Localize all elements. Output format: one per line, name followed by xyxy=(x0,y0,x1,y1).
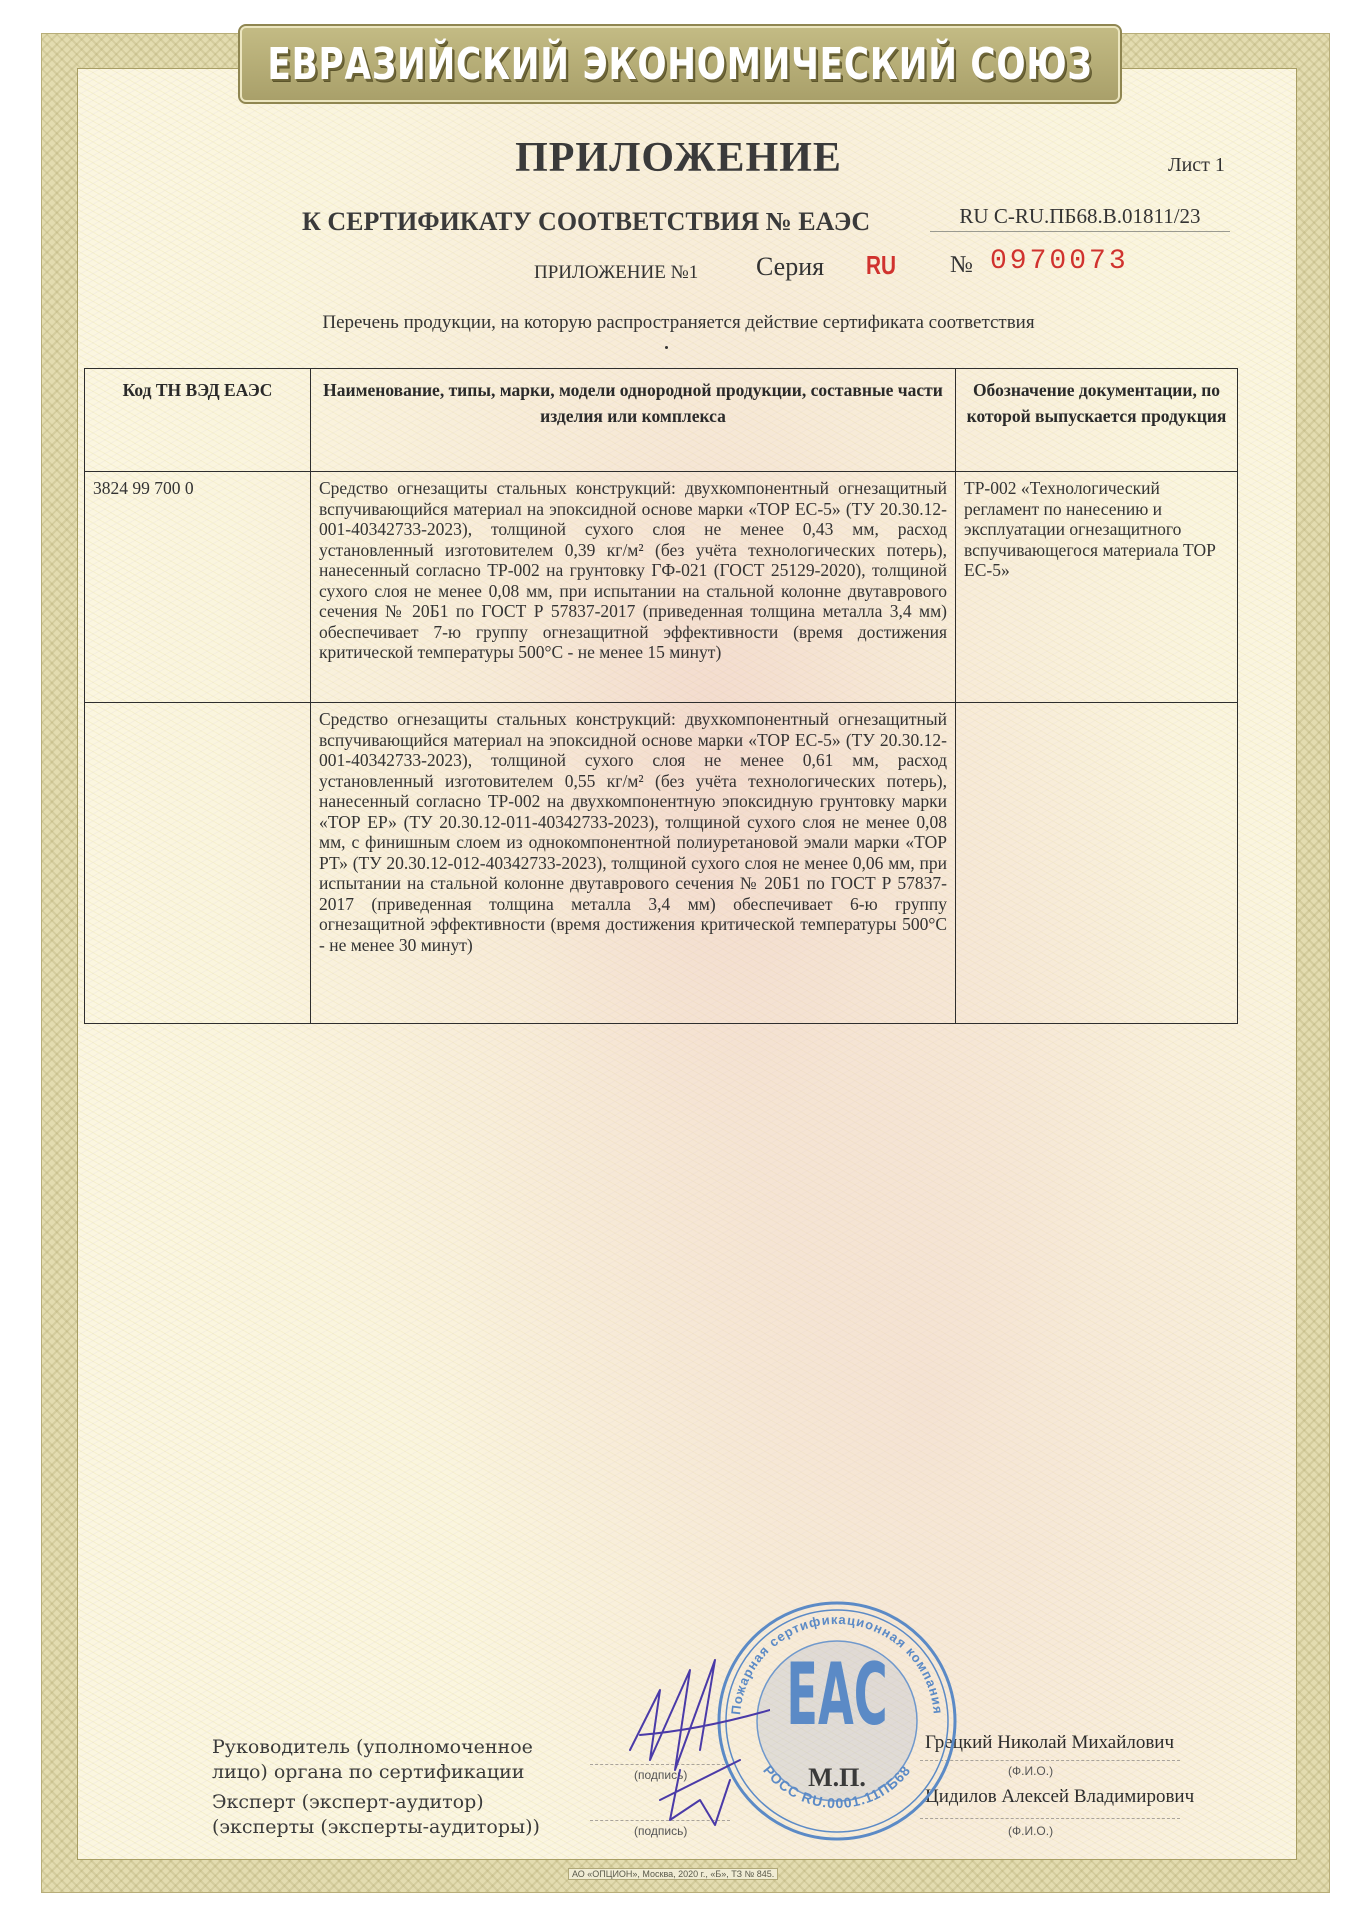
eaeu-banner xyxy=(240,26,1120,102)
series-label: Серия xyxy=(756,252,825,281)
head-label xyxy=(212,1735,533,1785)
expert-label-line-1: Эксперт (эксперт-аудитор) xyxy=(212,1791,484,1813)
speck xyxy=(665,346,668,349)
expert-fio-caption: (Ф.И.О.) xyxy=(1008,1824,1054,1838)
table-row xyxy=(85,472,1238,703)
header-description: Наименование, типы, марки, модели однородной продукции, составные части изделия или комплекса xyxy=(311,369,956,472)
document-title: ПРИЛОЖЕНИЕ xyxy=(515,135,842,181)
stamp-mark: М.П. xyxy=(808,1763,866,1792)
stamp-ring-bottom-text: РОСС RU.0001.11ПБ68 xyxy=(760,1762,914,1812)
head-label-line-2: лицо) органа по сертификации xyxy=(212,1761,525,1783)
printer-imprint: АО «ОПЦИОН», Москва, 2020 г., «Б», ТЗ № 845. xyxy=(568,1868,778,1880)
head-name: Грецкий Николай Михайлович xyxy=(925,1732,1175,1753)
cell-code: 3824 99 700 0 xyxy=(85,472,311,703)
cell-documentation xyxy=(956,703,1238,1024)
list-caption: Перечень продукции, на которую распространяется действие сертификата соответствия xyxy=(322,312,1035,333)
expert-label-line-2: (эксперты (эксперты-аудиторы)) xyxy=(212,1816,540,1838)
banner-title: ЕВРАЗИЙСКИЙ ЭКОНОМИЧЕСКИЙ СОЮЗ xyxy=(267,38,1093,90)
annex-number: ПРИЛОЖЕНИЕ №1 xyxy=(534,262,699,283)
cell-description: Средство огнезащиты стальных конструкций: двухкомпонентный огнезащитный вспучивающийся материал на эпоксидной основе марки «ТОР ЕС-5» (ТУ 20.30.12-001-40342733-2023), толщиной сухого слоя не менее 0,61 мм, расход установленный изготовителем 0,55 кг/м² (без учёта технологических потерь), нанесенный согласно ТР-002 на двухкомпонентную эпоксидную грунтовку марки «ТОР ЕР» (ТУ 20.30.12-011-40342733-2023), толщиной сухого слоя не менее 0,08 мм, с финишным слоем из однокомпонентной полиуретановой эмали марки «ТОР РТ» (ТУ 20.30.12-012-40342733-2023), толщиной сухого слоя не менее 0,06 мм, при испытании на стальной колонне двутаврового сечения № 20Б1 по ГОСТ Р 57837-2017 (приведенная толщина металла 3,4 мм) обеспечивает 6-ю группу огнезащитной эффективности (время достижения критической температуры 500°С - не менее 30 минут) xyxy=(311,703,956,1024)
expert-name: Цидилов Алексей Владимирович xyxy=(925,1786,1195,1807)
head-label-line-1: Руководитель (уполномоченное xyxy=(212,1736,533,1758)
header-code: Код ТН ВЭД ЕАЭС xyxy=(85,369,311,472)
series-value: RU xyxy=(866,250,897,280)
header-documentation: Обозначение документации, по которой выпускается продукция xyxy=(956,369,1238,472)
number-sign: № xyxy=(950,252,973,278)
signature-scribble-icon xyxy=(620,1650,770,1840)
blank-number: 0970073 xyxy=(990,246,1129,277)
head-fio-caption: (Ф.И.О.) xyxy=(1008,1764,1054,1778)
eac-logo-icon: ЕАС xyxy=(786,1645,888,1746)
expert-label xyxy=(212,1790,540,1840)
head-signature-caption: (подпись) xyxy=(634,1768,688,1782)
certificate-number: RU C-RU.ПБ68.В.01811/23 xyxy=(930,204,1230,232)
cell-documentation: ТР-002 «Технологический регламент по нанесению и эксплуатации огнезащитного вспучивающегося материала ТОР ЕС-5» xyxy=(956,472,1238,703)
table-row xyxy=(85,703,1238,1024)
sheet-number: Лист 1 xyxy=(1168,154,1225,176)
cell-code xyxy=(85,703,311,1024)
expert-signature-caption: (подпись) xyxy=(634,1824,688,1838)
stamp-ring-top-text: Пожарная сертификационная компания xyxy=(728,1611,946,1716)
certificate-caption: К СЕРТИФИКАТУ СООТВЕТСТВИЯ № ЕАЭС xyxy=(302,207,871,236)
table-header-row xyxy=(85,369,1238,472)
cell-description: Средство огнезащиты стальных конструкций: двухкомпонентный огнезащитный вспучивающийся материал на эпоксидной основе марки «ТОР ЕС-5» (ТУ 20.30.12-001-40342733-2023), толщиной сухого слоя не менее 0,43 мм, расход установленный изготовителем 0,39 кг/м² (без учёта технологических потерь), нанесенный согласно ТР-002 на грунтовку ГФ-021 (ГОСТ 25129-2020), толщиной сухого слоя не менее 0,08 мм, при испытании на стальной колонне двутаврового сечения № 20Б1 по ГОСТ Р 57837-2017 (приведенная толщина металла 3,4 мм) обеспечивает 7-ю группу огнезащитной эффективности (время достижения критической температуры 500°С - не менее 15 минут) xyxy=(311,472,956,703)
products-table xyxy=(84,368,1238,1024)
